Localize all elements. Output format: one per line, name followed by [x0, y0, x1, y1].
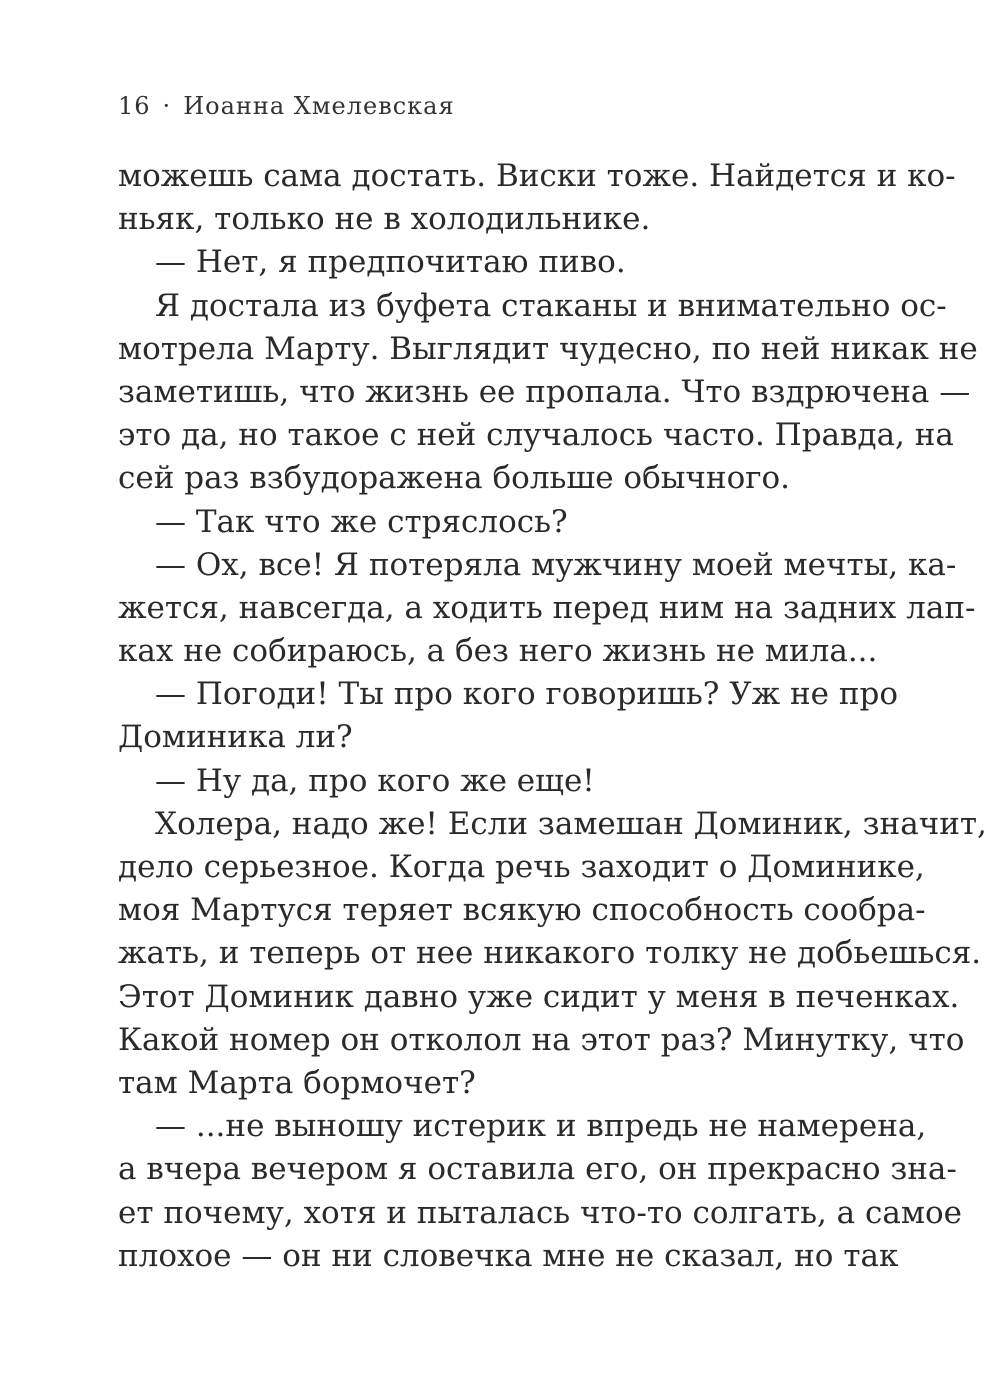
text-line: — Нет, я предпочитаю пиво.: [155, 244, 626, 281]
text-line: дело серьезное. Когда речь заходит о Доминике,: [118, 849, 925, 885]
text-line: ньяк, только не в холодильнике.: [118, 201, 651, 238]
text-line: ках не собираюсь, а без него жизнь не мила...: [118, 633, 878, 670]
page-number: 16: [118, 92, 151, 120]
text-line: — ...не выношу истерик и впредь не намерена,: [155, 1108, 927, 1145]
body-text: [118, 155, 987, 1278]
text-line: — Так что же стряслось?: [155, 503, 568, 540]
text-line: — Погоди! Ты про кого говоришь? Уж не про: [155, 676, 899, 713]
text-line: мотрела Марту. Выглядит чудесно, по ней никак не: [118, 330, 978, 367]
text-line: жется, навсегда, а ходить перед ним на задних лап-: [118, 589, 976, 626]
running-head: [118, 92, 455, 120]
text-line: сей раз взбудоражена больше обычного.: [118, 460, 791, 497]
author-name: Иоанна Хмелевская: [183, 92, 455, 120]
header-separator: ·: [162, 92, 172, 120]
text-line: плохое — он ни словечка мне не сказал, но так: [118, 1237, 899, 1274]
text-line: — Ну да, про кого же еще!: [155, 762, 595, 799]
text-line: моя Мартуся теряет всякую способность сообра-: [118, 892, 926, 929]
text-line: можешь сама достать. Виски тоже. Найдется и ко-: [118, 158, 956, 194]
text-line: Я достала из буфета стаканы и внимательно ос-: [155, 287, 947, 324]
text-line: а вчера вечером я оставила его, он прекрасно зна-: [118, 1151, 957, 1188]
text-line: Холера, надо же! Если замешан Доминик, значит,: [155, 805, 987, 842]
text-line: — Ох, все! Я потеряла мужчину моей мечты, ка-: [155, 546, 957, 583]
text-line: Этот Доминик давно уже сидит у меня в печенках.: [118, 978, 960, 1015]
text-line: жать, и теперь от нее никакого толку не добьешься.: [118, 935, 982, 972]
text-line: Доминика ли?: [118, 719, 353, 756]
text-line: Какой номер он отколол на этот раз? Минутку, что: [118, 1021, 965, 1058]
text-line: это да, но такое с ней случалось часто. Правда, на: [118, 417, 954, 454]
text-line: ет почему, хотя и пыталась что-то солгать, а самое: [118, 1194, 962, 1231]
text-line: там Марта бормочет?: [118, 1064, 476, 1101]
text-line: заметишь, что жизнь ее пропала. Что вздрючена —: [118, 373, 971, 410]
